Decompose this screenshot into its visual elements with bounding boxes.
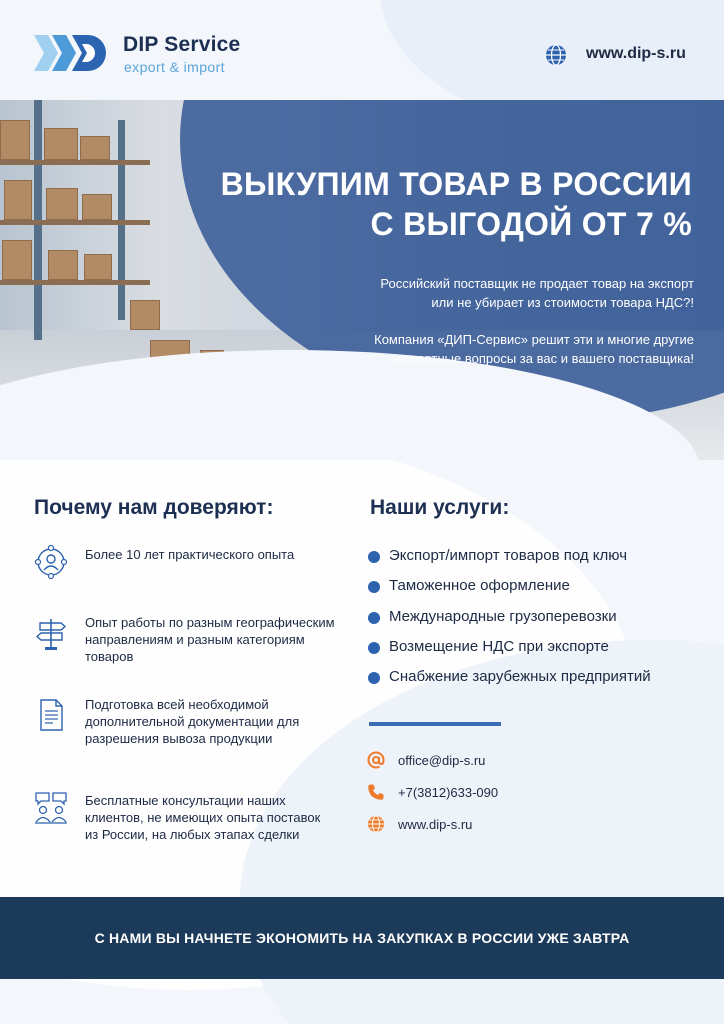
website-text: www.dip-s.ru [398, 817, 473, 832]
globe-icon [367, 815, 385, 833]
email-text: office@dip-s.ru [398, 753, 486, 768]
team-network-icon [33, 544, 69, 580]
header [0, 0, 724, 100]
trust-section-title: Почему нам доверяют: [34, 496, 274, 519]
bullet-icon [368, 551, 380, 563]
hero-paragraph-line: Компания «ДИП-Сервис» решит эти и многие другие [374, 332, 694, 347]
trust-item: Бесплатные консультации наших клиентов, не имеющих опыта поставок из России, на любых этапах сделки [85, 793, 321, 842]
bullet-icon [368, 581, 380, 593]
bullet-icon [368, 642, 380, 654]
section-divider [369, 722, 501, 726]
service-label: Снабжение зарубежных предприятий [389, 668, 651, 685]
hero-paragraph [380, 274, 694, 312]
hero-paragraph-line: Российский поставщик не продает товар на экспорт [380, 276, 694, 291]
brand-name: DIP Service [123, 33, 241, 56]
at-sign-icon [367, 751, 385, 769]
service-label: Экспорт/импорт товаров под ключ [389, 547, 628, 564]
service-label: Возмещение НДС при экспорте [389, 638, 609, 655]
trust-item: Более 10 лет практического опыта [85, 547, 295, 562]
footer-slogan: С НАМИ ВЫ НАЧНЕТЕ ЭКОНОМИТЬ НА ЗАКУПКАХ В РОССИИ УЖЕ ЗАВТРА [94, 930, 630, 946]
hero-title [221, 164, 692, 244]
trust-item: Подготовка всей необходимой дополнительной документации для разрешения вывоза продукции [85, 697, 300, 746]
service-label: Международные грузоперевозки [389, 608, 617, 625]
bullet-icon [368, 612, 380, 624]
globe-icon [545, 44, 567, 66]
brand-tagline: export & import [124, 59, 225, 75]
consultation-icon [33, 790, 69, 826]
hero-paragraph [374, 330, 694, 368]
website-link[interactable]: www.dip-s.ru [586, 45, 686, 62]
hero-paragraph-line: или не убирает из стоимости товара НДС?! [431, 295, 694, 310]
phone-icon [367, 783, 385, 801]
document-icon [33, 697, 69, 733]
services-section-title: Наши услуги: [370, 496, 510, 519]
service-label: Таможенное оформление [389, 577, 570, 594]
hero-title-line: С ВЫГОДОЙ ОТ 7 % [370, 206, 692, 242]
phone-text: +7(3812)633-090 [398, 785, 499, 800]
hero-banner [0, 100, 724, 460]
dip-logo-icon [32, 32, 108, 74]
bullet-icon [368, 672, 380, 684]
hero-title-line: ВЫКУПИМ ТОВАР В РОССИИ [220, 166, 692, 202]
footer-banner [0, 897, 724, 979]
hero-paragraph-line: экспортные вопросы за вас и вашего поставщика! [391, 351, 694, 366]
trust-item: Опыт работы по разным географическим направлениям и разным категориям товаров [85, 615, 335, 664]
signpost-icon [33, 616, 69, 652]
